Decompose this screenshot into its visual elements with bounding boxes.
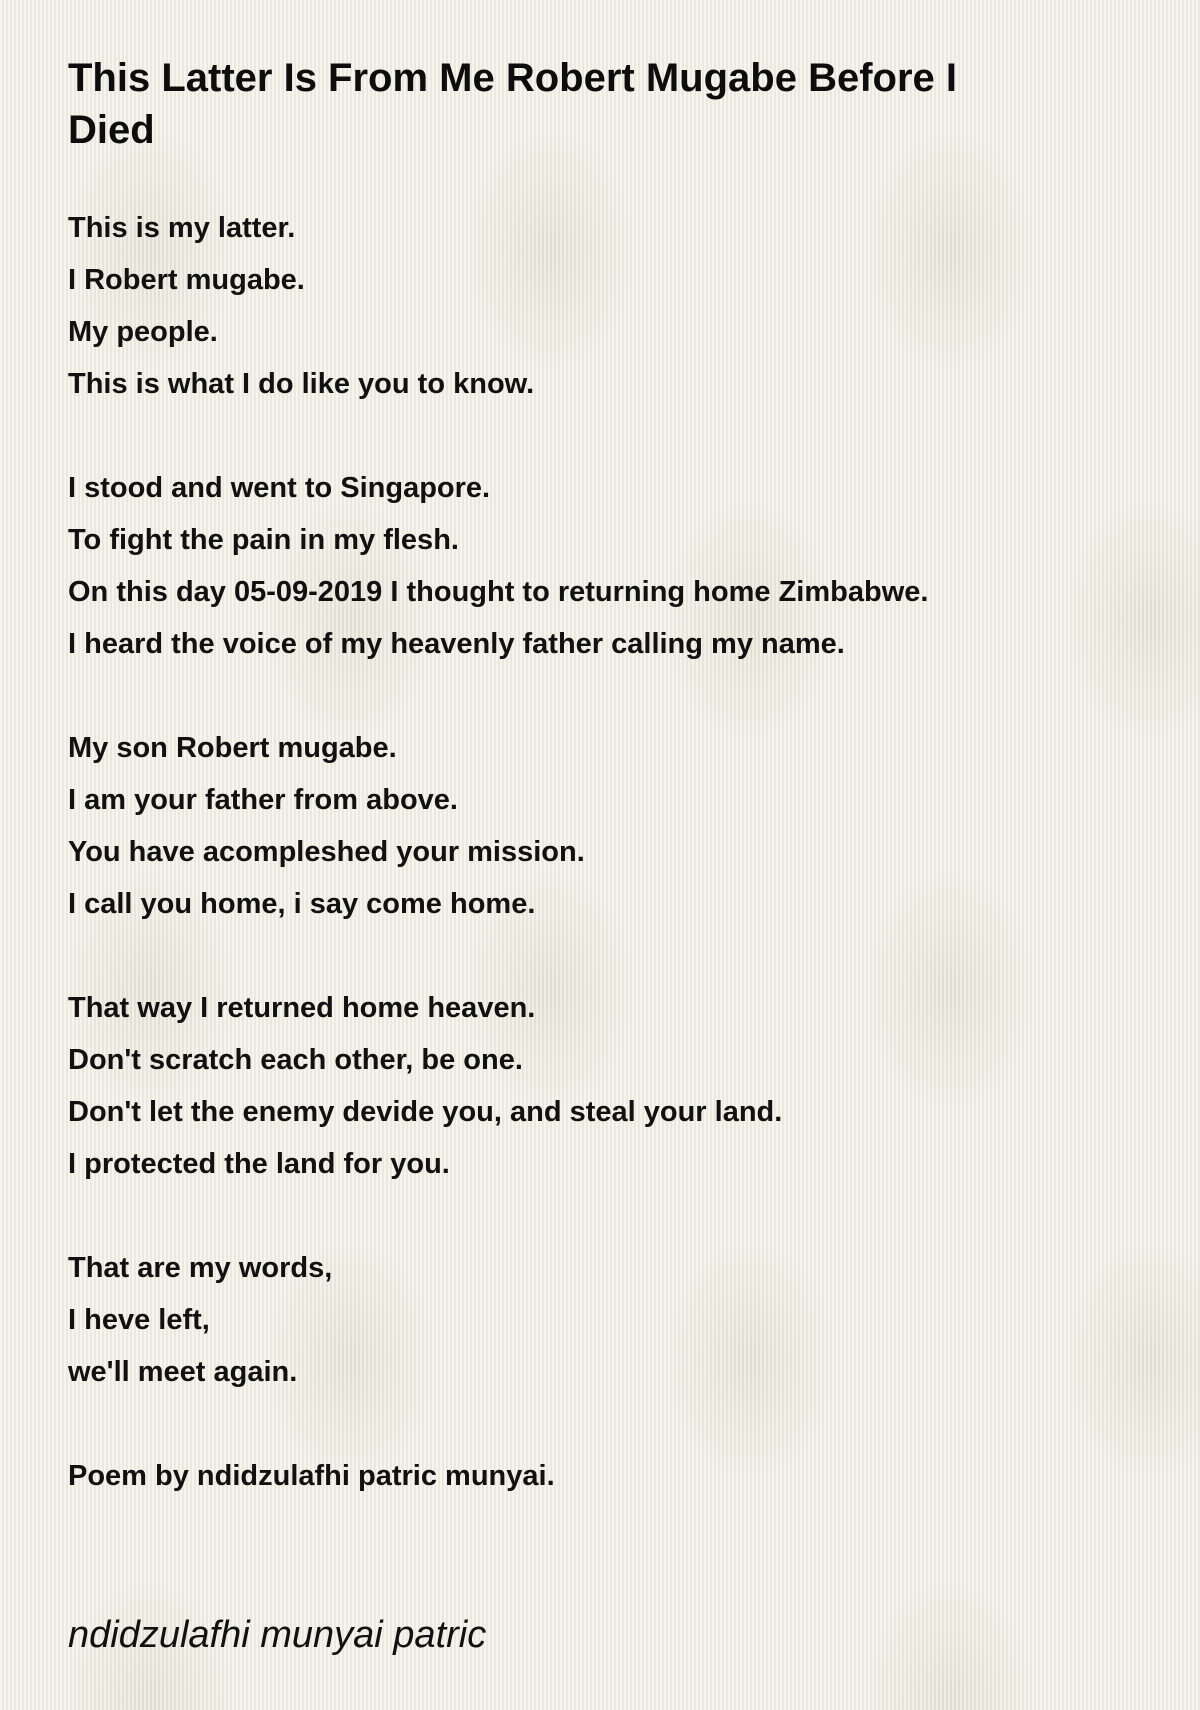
poem-line: To fight the pain in my flesh. <box>68 524 459 556</box>
poem-credit-line: Poem by ndidzulafhi patric munyai. <box>68 1460 555 1492</box>
poem-line: My people. <box>68 316 218 348</box>
poem-line: This is my latter. <box>68 212 296 244</box>
stanza-1 <box>68 202 1148 410</box>
poem-line: I heve left, <box>68 1304 210 1336</box>
stanza-4 <box>68 982 1148 1190</box>
poem-credit <box>68 1450 1148 1502</box>
poem-line: I am your father from above. <box>68 784 458 816</box>
poem-line: I heard the voice of my heavenly father calling my name. <box>68 628 845 660</box>
stanza-5 <box>68 1242 1148 1398</box>
poem-line: My son Robert mugabe. <box>68 732 397 764</box>
stanza-3 <box>68 722 1148 930</box>
poem-line: we'll meet again. <box>68 1356 298 1388</box>
poem-line: I stood and went to Singapore. <box>68 472 491 504</box>
poem-line: I protected the land for you. <box>68 1148 450 1180</box>
author-signature: ndidzulafhi munyai patric <box>68 1614 487 1656</box>
stanza-2 <box>68 462 1148 670</box>
poem-line: This is what I do like you to know. <box>68 368 535 400</box>
poem-line: You have acompleshed your mission. <box>68 836 585 868</box>
poem-body <box>68 202 1148 1554</box>
poem-line: That are my words, <box>68 1252 333 1284</box>
poem-line: On this day 05-09-2019 I thought to returning home Zimbabwe. <box>68 576 929 608</box>
poem-line: Don't let the enemy devide you, and steal your land. <box>68 1096 783 1128</box>
poem-line: Don't scratch each other, be one. <box>68 1044 523 1076</box>
poem-line: I call you home, i say come home. <box>68 888 536 920</box>
poem-line: That way I returned home heaven. <box>68 992 536 1024</box>
poem-title: This Latter Is From Me Robert Mugabe Before I Died <box>68 56 958 152</box>
poem-line: I Robert mugabe. <box>68 264 305 296</box>
